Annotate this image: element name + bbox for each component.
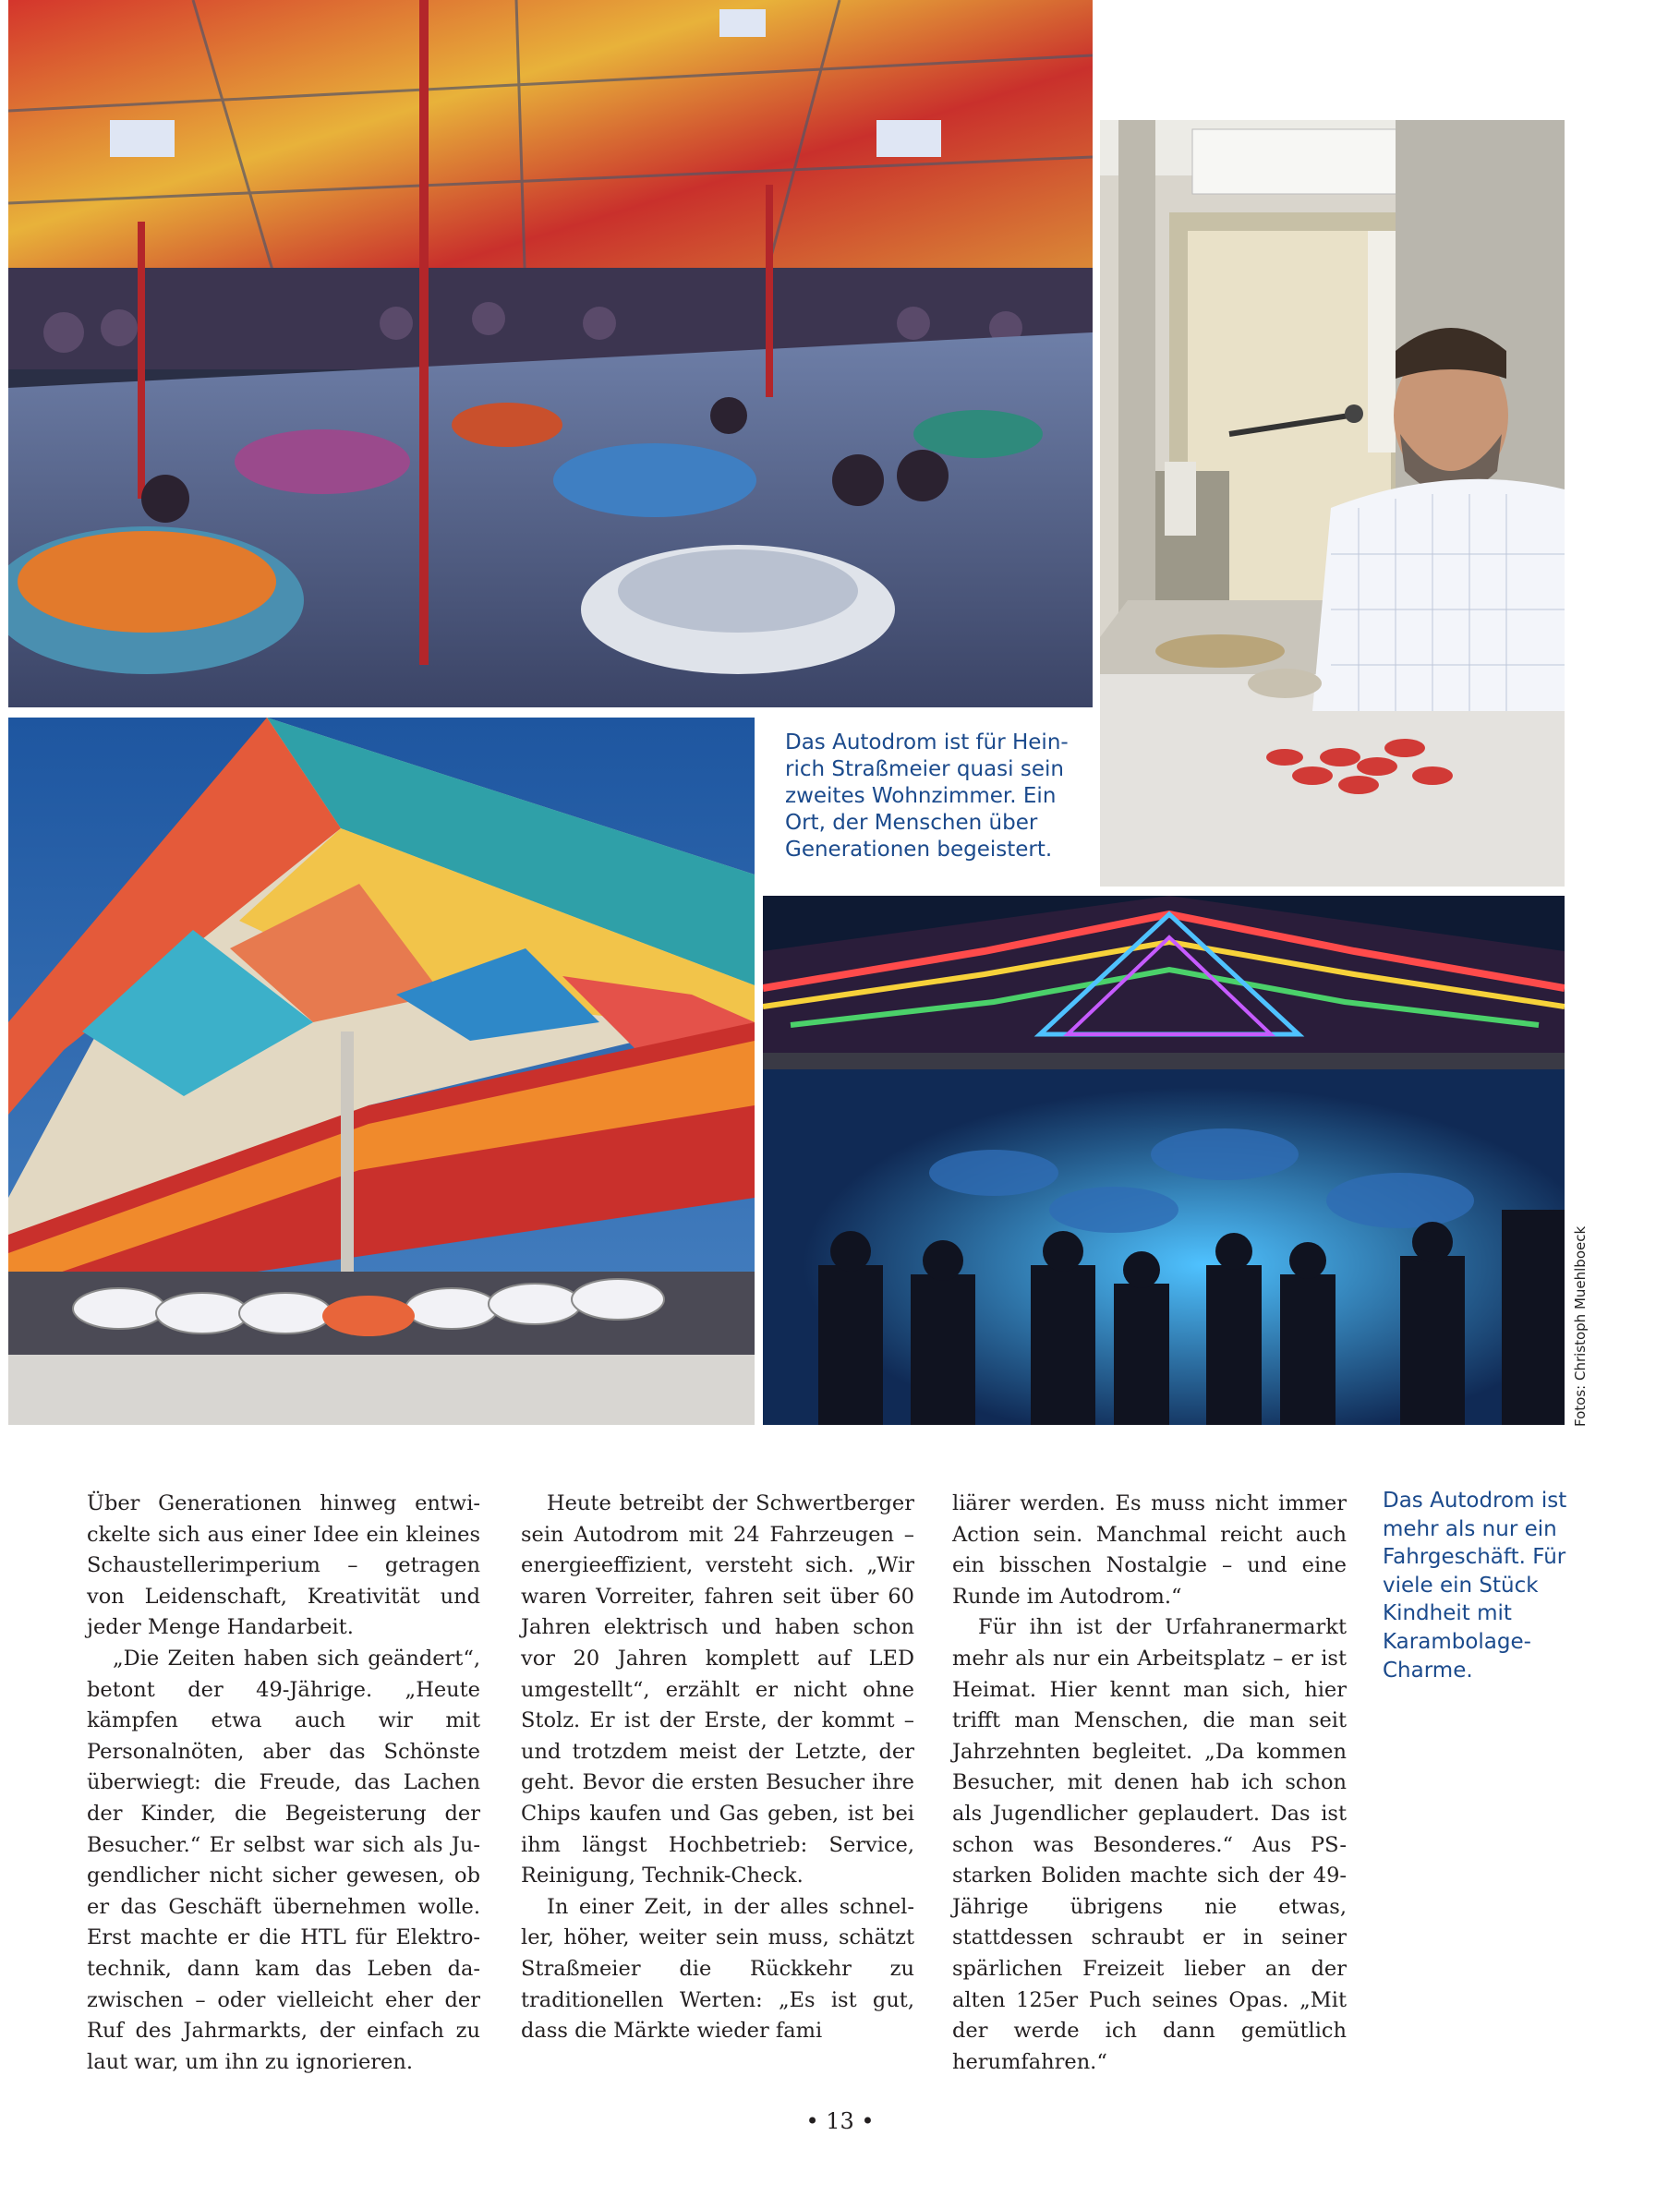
pull-quote: Das Autodrom ist mehr als nur ein Fahrgeschäft. Für viele ein Stück Kindheit mit Karambolage-Charme. (1383, 1489, 1567, 1683)
photo-operator-microphone (1100, 120, 1565, 887)
paragraph: In einer Zeit, in der alles schneller, höher, weiter sein muss, schätzt Straßmeier die Rückkehr zu traditionellen Werten: „Es ist gut, dass die Märkte wieder fami (521, 1894, 914, 2044)
paragraph: Heute betreibt der Schwertberger sein Autodrom mit 24 Fahrzeugen – energieeffizient, versteht sich. „Wir waren Vorreiter, fahren seit über 60 Jahren elektrisch und haben schon vor 20 Jahren komplett auf LED umgestellt“, erzählt er nicht ohne Stolz. Er ist der Erste, der kommt – und trotzdem meist der Letzte, der geht. Bevor die ersten Besucher ihre Chips kaufen und Gas geben, ist bei ihm längst Hochbetrieb: Service, Reinigung, Technik-Check. (521, 1491, 914, 1888)
photo-autodrom-night (763, 896, 1565, 1425)
article-column-2 (521, 1489, 914, 2047)
photo-bumper-cars-hall (8, 0, 1093, 707)
paragraph: „Die Zeiten haben sich geändert“, betont der 49-Jährige. „Heute kämpfen etwa auch wir mit Personalnöten, aber das Schönste überwiegt: die Freude, das Lachen der Kinder, die Begeisterung der Besucher.“ Er selbst war sich als Jugendlicher nicht sicher gewesen, ob er das Geschäft übernehmen wolle. Erst machte er die HTL für Elektrotechnik, dann kam das Leben dazwischen – oder vielleicht eher der Ruf des Jahrmarkts, der einfach zu laut war, um ihn zu ignorieren. (87, 1646, 480, 2074)
paragraph: Für ihn ist der Urfahranermarkt mehr als nur ein Arbeitsplatz – er ist Heimat. Hier kennt man sich, hier trifft man Menschen, die man seit Jahrzehnten begleitet. „Da kommen Besucher, mit denen hab ich schon als Jugendlicher geplaudert. Das ist schon was Besonderes.“ Aus PS-starken Boliden machte sich der 49-Jährige übrigens nie etwas, stattdessen schraubt er in seiner spärlichen Freizeit lieber an der alten 125er Puch seines Opas. „Mit der werde ich dann gemütlich herumfahren.“ (952, 1615, 1347, 2074)
night-illustration (763, 896, 1565, 1425)
paragraph: liärer werden. Es muss nicht immer Action sein. Manchmal reicht auch ein bisschen Nostalgie – und eine Runde im Autodrom.“ (952, 1491, 1347, 1609)
photo-credit: Fotos: Christoph Muehlboeck (1572, 1225, 1589, 1427)
article-column-1 (87, 1489, 480, 2078)
paragraph: Über Generationen hinweg entwickelte sich aus einer Idee ein kleines Schaustellerimperium – getragen von Leidenschaft, Kreativität und jeder Menge Handarbeit. (87, 1491, 480, 1640)
article-column-3 (952, 1489, 1347, 2078)
photo-autodrom-pavilion (8, 718, 755, 1425)
photo-caption: Das Autodrom ist für Heinrich Straßmeier quasi sein zweites Wohnzimmer. Ein Ort, der Menschen über Generationen begeistert. (785, 730, 1069, 862)
operator-illustration (1100, 120, 1565, 887)
page-number: • 13 • (805, 2108, 875, 2134)
bumper-cars-illustration (8, 0, 1093, 707)
pavilion-illustration (8, 718, 755, 1425)
